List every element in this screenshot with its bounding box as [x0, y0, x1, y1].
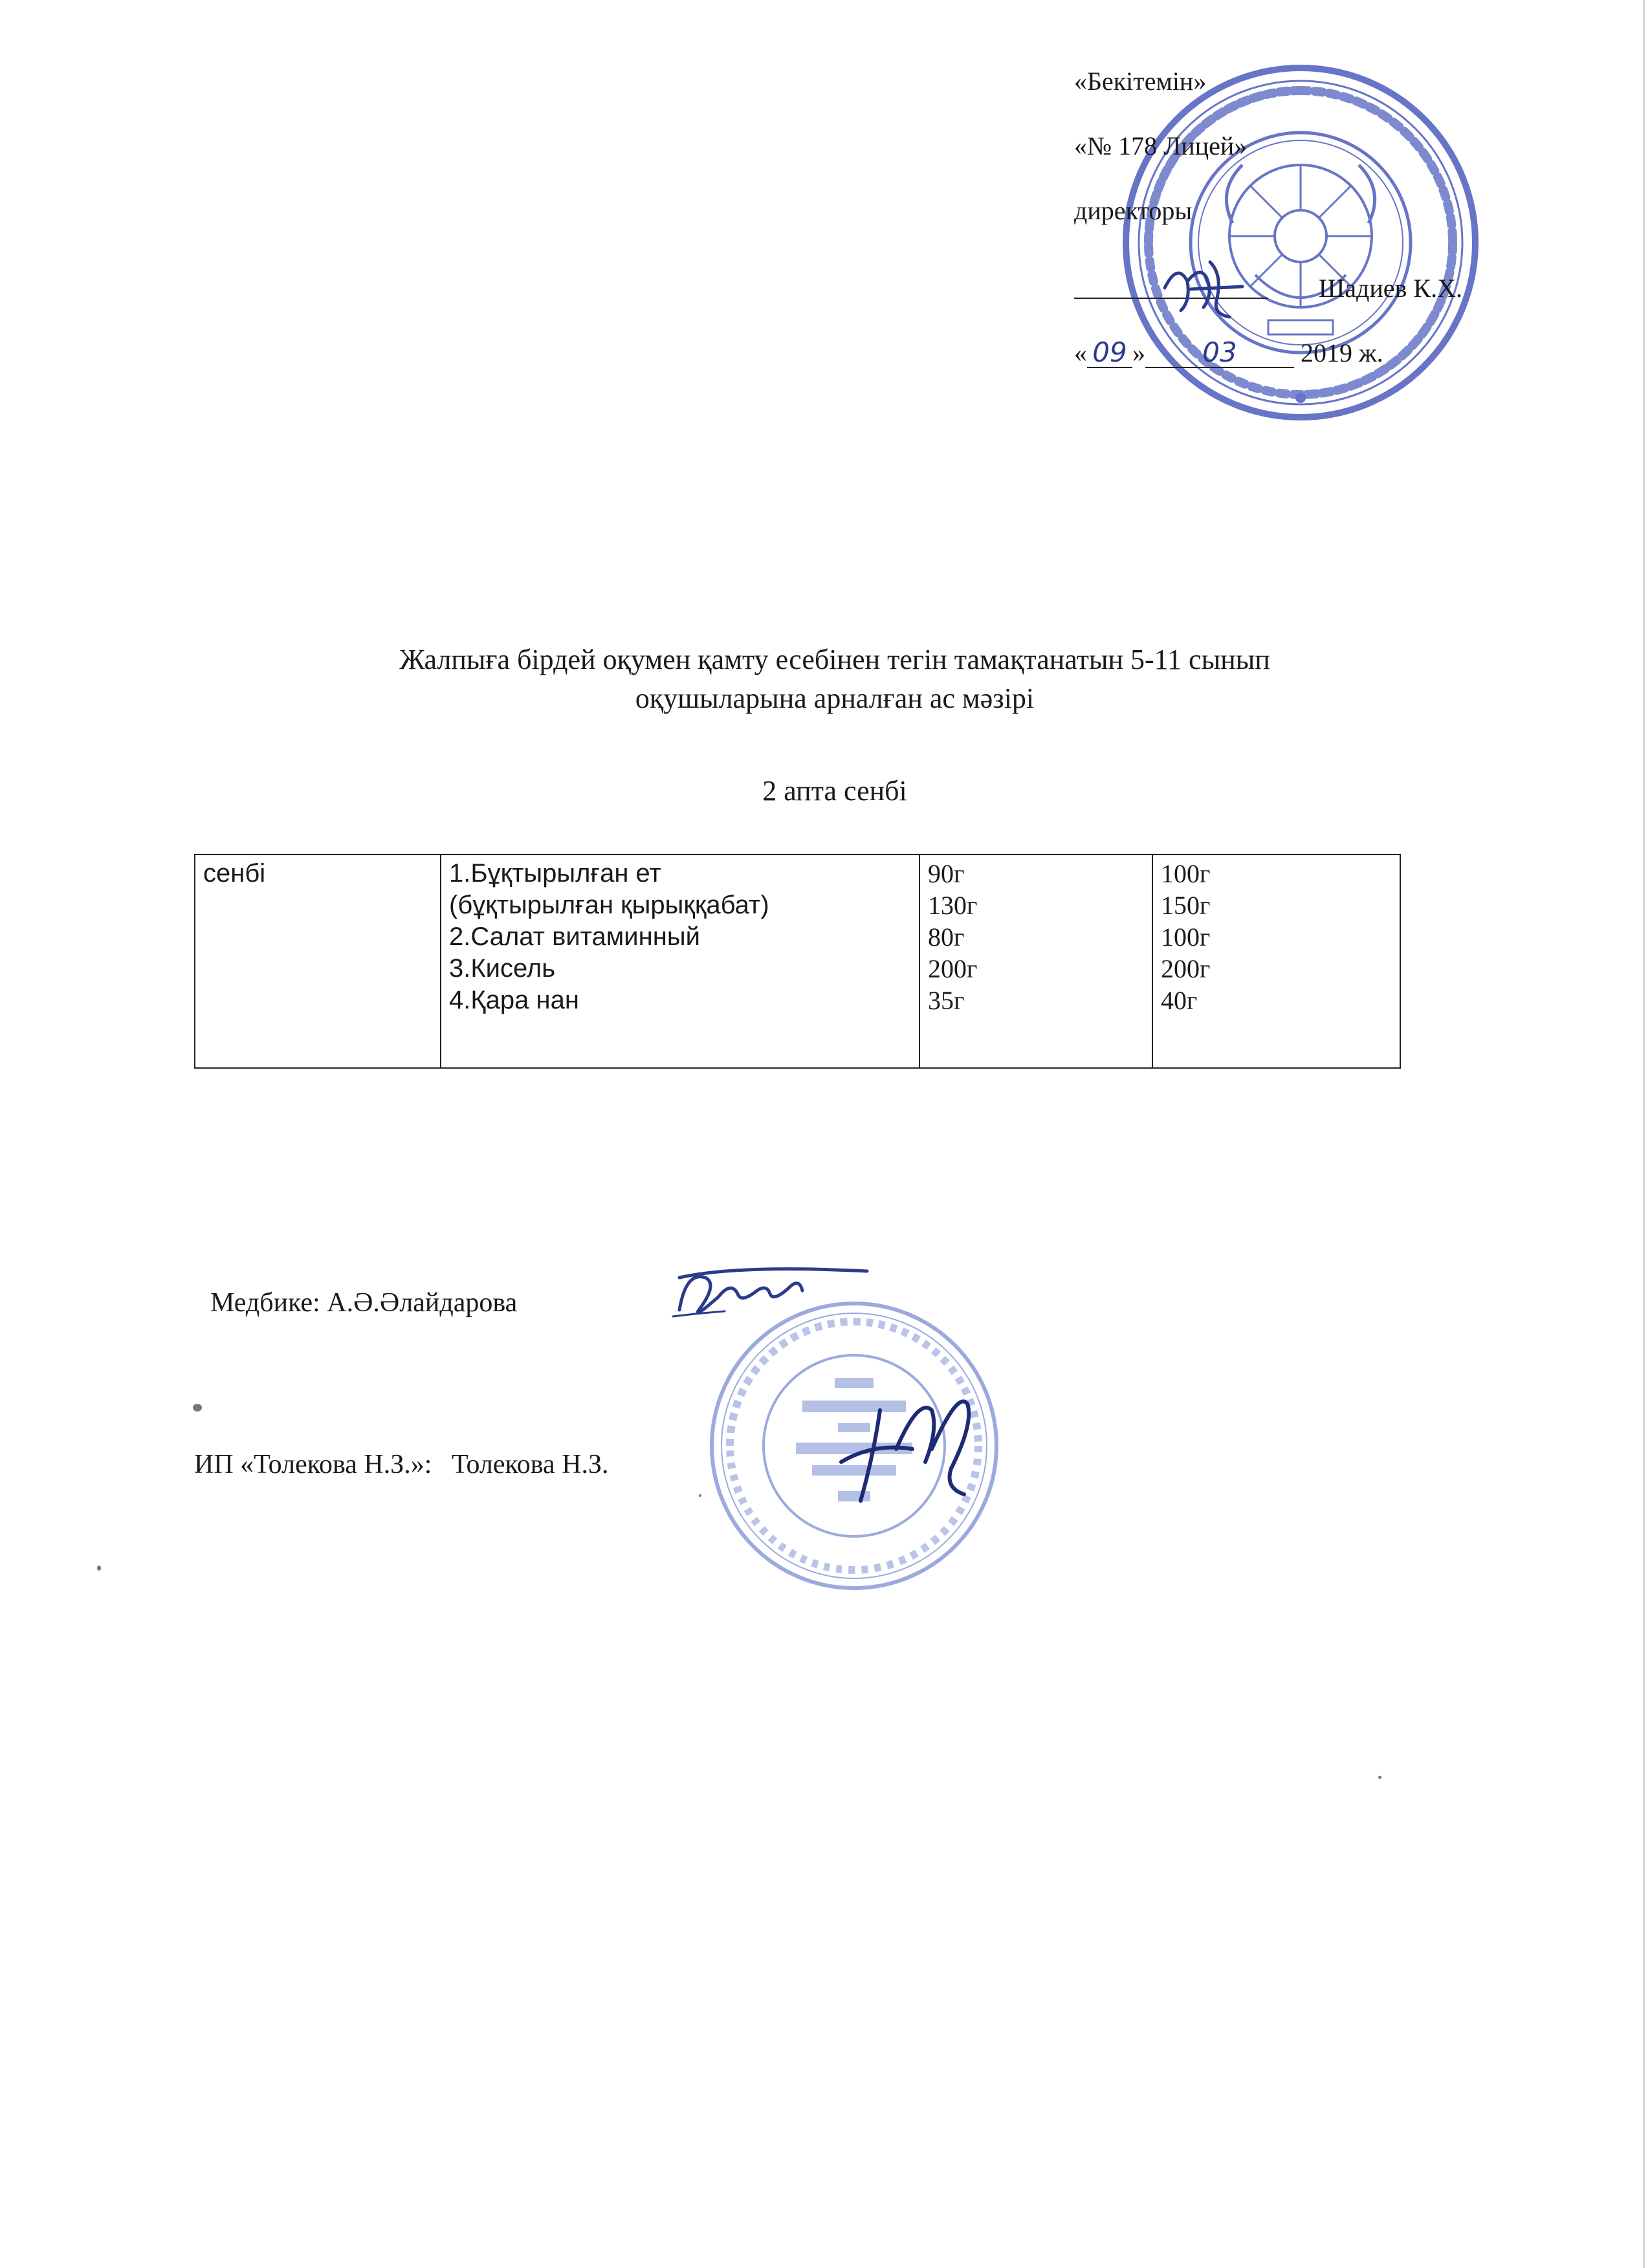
- scan-speck: [699, 1494, 701, 1497]
- dish-item: 3.Кисель: [449, 954, 556, 983]
- director-title: директоры: [1074, 196, 1193, 225]
- ip-signature: [835, 1371, 1003, 1514]
- portion-value: 40г: [1161, 986, 1198, 1015]
- portion-value: 200г: [1161, 954, 1211, 983]
- dish-column: [441, 855, 920, 1067]
- portion-value: 150г: [1161, 891, 1211, 920]
- portion-value: 100г: [1161, 922, 1211, 952]
- date-open-quote: «: [1074, 338, 1087, 367]
- school-name: «№ 178 Лицей»: [1074, 131, 1248, 160]
- director-signature: [1152, 249, 1255, 320]
- scan-speck: [1378, 1776, 1381, 1779]
- ip-signature-line: [194, 1449, 609, 1480]
- ip-name: Толекова Н.З.: [451, 1450, 609, 1479]
- dish-item: 2.Салат витаминный: [449, 922, 700, 951]
- scan-edge: [1643, 0, 1645, 2268]
- approval-heading: «Бекітемін»: [1074, 67, 1207, 96]
- director-name: Шадиев К.Х.: [1318, 274, 1462, 303]
- dish-item: 4.Қара нан: [449, 986, 579, 1014]
- day-cell: сенбі: [203, 859, 266, 888]
- date-close-quote: »: [1132, 338, 1145, 367]
- date-month: 03: [1145, 341, 1294, 368]
- date-year: 2019 ж.: [1301, 338, 1383, 367]
- director-signature-line: [1074, 272, 1462, 307]
- dish-item: (бұқтырылған қырыққабат): [449, 891, 769, 919]
- portion-value: 35г: [928, 986, 965, 1015]
- scan-speck: [97, 1565, 101, 1571]
- document-title: [194, 640, 1475, 718]
- title-line-2: оқушыларына арналған ас мәзірі: [635, 682, 1035, 714]
- portion-value: 80г: [928, 922, 965, 952]
- portion-column-1: [920, 855, 1153, 1067]
- document-subtitle: 2 апта сенбі: [762, 775, 907, 807]
- portion-value: 130г: [928, 891, 978, 920]
- portion-value: 200г: [928, 954, 978, 983]
- medic-signature-line: Медбике: А.Ә.Әлайдарова: [210, 1288, 518, 1318]
- title-line-1: Жалпыға бірдей оқумен қамту есебінен тегін тамақтанатын 5-11 сынып: [399, 644, 1270, 675]
- portion-column-2: [1153, 855, 1400, 1067]
- menu-table: [194, 854, 1401, 1069]
- day-column: [195, 855, 441, 1067]
- approval-date-parts: [1074, 336, 1383, 370]
- date-day: 09: [1087, 341, 1132, 368]
- portion-value: 90г: [928, 859, 965, 888]
- dish-item: 1.Бұқтырылған ет: [449, 859, 661, 888]
- scan-speck: [193, 1404, 202, 1412]
- ip-label: ИП «Толекова Н.З.»:: [194, 1450, 432, 1479]
- medic-signature: [660, 1252, 874, 1329]
- portion-value: 100г: [1161, 859, 1211, 888]
